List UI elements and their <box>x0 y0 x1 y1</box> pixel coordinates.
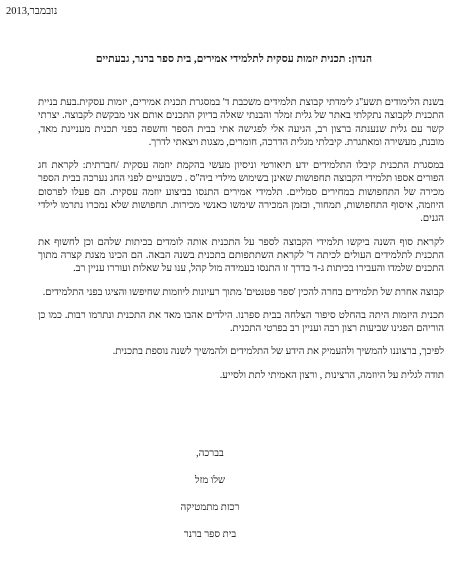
letter-subject: הנדון: תכנית יזמות עסקית לתלמידי אמירים, בית ספר ברנר, גבעתיים <box>95 54 373 65</box>
closing-greeting: בברכה, <box>196 448 224 459</box>
paragraph-program: במסגרת התכנית קיבלו התלמידים ידע תיאורטי וניסיון מעשי בהקמת יוזמה עסקית /חברתית: לקראת חג הפורים אספו תלמידי הקבוצה תחפושות שאינן בשימוש מילדי ביה"ס . כשבועיים לפני החג נערכה בבית הספר מכירה של התחפושות במחירים סמליים. תלמידי אמירים התנסו בביצוע יוזמה עסקית. הם פעלו לפרסום היוזמה, איסוף התחפושות, תמחור, ובזמן המכירה שימשו כאנשי מכירות. תחפושות שלא נמכרו נתרמו לילדי הגנים. <box>38 160 444 225</box>
paragraph-thanks: תודה לגלית על היוזמה, הרצינות , ורצון האמיתי לתת ולסייע. <box>219 369 444 381</box>
paragraph-continue: לפיכך, ברצוננו להמשיך ולהעמיק את הידע של התלמידים ולהמשיך לשנה נוספת בתכנית. <box>112 346 444 358</box>
letter-body <box>38 96 444 392</box>
paragraph-intro: בשנת הלימודים תשע"ג לימדתי קבוצת תלמידים משכבת ד' במסגרת תכנית אמירים, יזמות עסקית.בעת בניית התכנית לקבוצה נתקלתי באתר של גלית זמלר והבנתי שאלה בדיוק התכנים אותם אני מבקשת לקבוצה. יצרתי קשר עם גלית שנענתה ברצון רב, הגיעה אלי לפגישה אתי בבית הספר וחשפה בפני תכנית מעניינת מאד, מובנת, מעשירה ומאתגרת. קיבלתי מגלית הדרכה, חומרים, מצגות ויצאתי לדרך. <box>38 97 444 148</box>
letter-date: נובמבר,2013 <box>6 6 58 17</box>
paragraph-patents: קבוצה אחרת של תלמידים בחרה להכין 'ספר פטנטים' מתוך רעיונות ליוזמות שחיפשו והציגו בפני התלמידים. <box>42 286 444 298</box>
signer-school: בית ספר ברנר <box>183 529 237 540</box>
signer-role: רכזת מתמטיקה <box>180 502 240 513</box>
letter-closing <box>170 448 250 556</box>
paragraph-year-end: לקראת סוף השנה ביקשו תלמידי הקבוצה לספר על התכנית אותה לומדים בכיתות שלהם וכן לחשוף את התכנית לתלמידים העולים לכיתה ד' לקראת השתתפותם בתכנית בשנה הבאה. הם הכינו מצגת קצרה מתוך התכנים שלמדו והעבירו בכיתות ג-ד בדרך זו התנסו בעמידה מול קהל, ענו על שאלות ועוררו עניין רב. <box>38 236 444 275</box>
signer-name: שלו מזל <box>194 475 226 486</box>
paragraph-success: תכנית היזמות היתה בהחלט סיפור הצלחה בבית ספרנו. הילדים אהבו מאד את התכנית ונתרמו רבות. כמו כן הוריהם הפגינו שביעות רצון רבה ועניין רב בפרטי התכנית. <box>38 309 444 335</box>
